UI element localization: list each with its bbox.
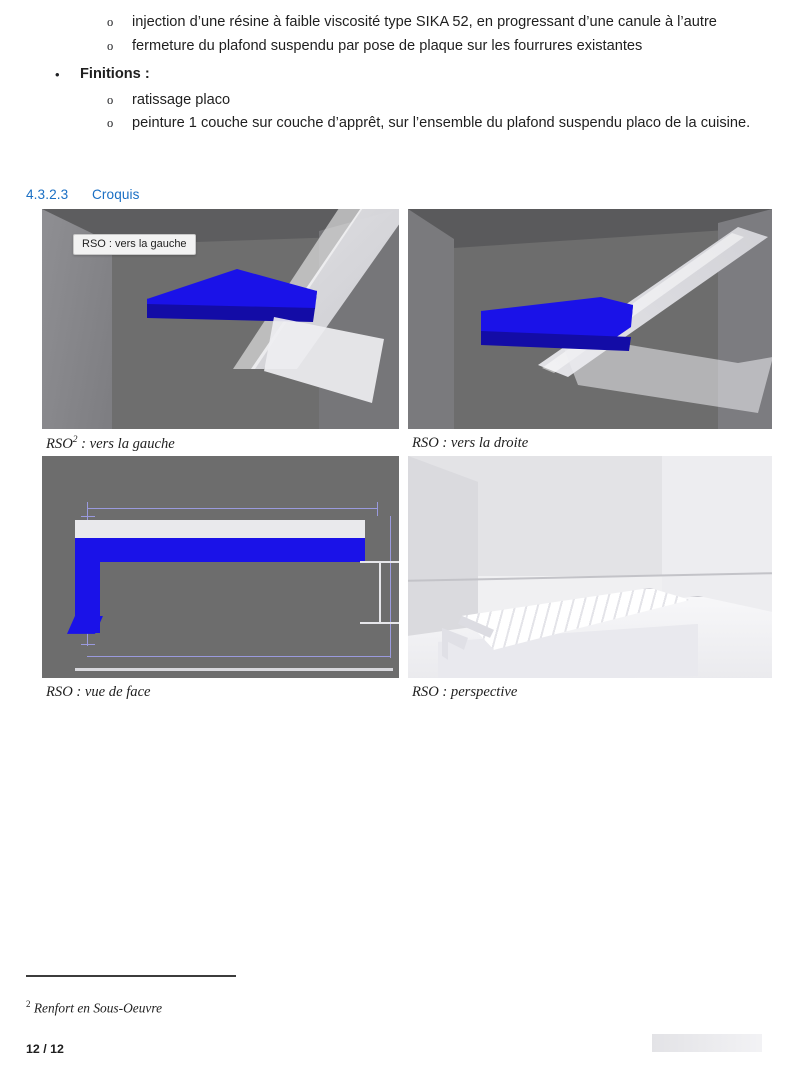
footnote <box>26 999 162 1016</box>
footnote-separator <box>26 975 236 977</box>
figure-grid <box>42 209 772 704</box>
list-item <box>0 113 800 135</box>
list-item-text: peinture 1 couche sur couche d’apprêt, sur l’ensemble du plafond suspendu placo de la cuisine. <box>132 115 751 131</box>
profile-flange-bottom <box>360 622 399 624</box>
caption-prefix: RSO <box>46 435 73 452</box>
figure-rso-vue-de-face <box>42 456 399 704</box>
dimension-tick <box>87 502 88 516</box>
caption-footnote-ref: 2 <box>72 435 78 445</box>
list-item-text: ratissage placo <box>132 91 231 108</box>
list-item-text: injection d’une résine à faible viscosité type SIKA 52, en progressant d’une canule à l’autre <box>132 14 717 30</box>
figure-caption <box>408 678 772 704</box>
list-marker: o <box>107 15 114 29</box>
list-item <box>0 12 800 34</box>
list-marker: o <box>107 38 114 53</box>
figure-image <box>408 209 772 429</box>
list-marker: • <box>55 67 60 82</box>
list-item-heading <box>0 64 800 86</box>
footnote-text: Renfort en Sous-Oeuvre <box>30 1000 163 1016</box>
figure-rso-perspective <box>408 456 772 704</box>
dimension-line-top <box>87 508 377 509</box>
figure-row-bottom <box>42 456 772 704</box>
list-item <box>0 36 800 58</box>
figure-caption <box>42 678 399 704</box>
list-marker: o <box>107 116 114 130</box>
section-title: Croquis <box>92 187 140 202</box>
page-number: 12 / 12 <box>26 1042 64 1056</box>
figure-rso-vers-la-gauche <box>42 209 399 456</box>
list-item-text: fermeture du plafond suspendu par pose de plaque sur les fourrures existantes <box>132 37 643 54</box>
baseline-plate <box>75 668 393 671</box>
dimension-tick <box>377 502 378 516</box>
profile-web <box>379 562 381 624</box>
figure-image <box>42 456 399 678</box>
left-wall-surface <box>408 209 454 429</box>
viewport-label: RSO : vers la gauche <box>73 234 196 255</box>
figure-image <box>408 456 772 678</box>
dimension-line-right <box>390 516 391 658</box>
caption-suffix: : vers la gauche <box>77 435 175 452</box>
caption-prefix: RSO : perspective <box>412 683 518 700</box>
list-item-text: Finitions : <box>80 66 150 82</box>
list-item <box>0 90 800 112</box>
section-number: 4.3.2.3 <box>26 187 69 202</box>
footnote-marker: 2 <box>26 999 31 1009</box>
dimension-tick <box>81 516 95 517</box>
figure-row-top <box>42 209 772 456</box>
footer-artifact <box>652 1034 762 1052</box>
figure-image <box>42 209 399 429</box>
dimension-line-bottom <box>87 656 390 657</box>
caption-prefix: RSO : vers la droite <box>412 435 529 451</box>
bullet-list <box>0 12 800 137</box>
caption-prefix: RSO : vue de face <box>46 683 151 700</box>
figure-caption <box>42 429 399 456</box>
section-heading <box>26 187 140 202</box>
list-marker: o <box>107 92 114 107</box>
figure-rso-vers-la-droite <box>408 209 772 456</box>
figure-caption <box>408 429 772 455</box>
reinforcement-horizontal <box>75 538 365 562</box>
dimension-tick <box>81 644 95 645</box>
